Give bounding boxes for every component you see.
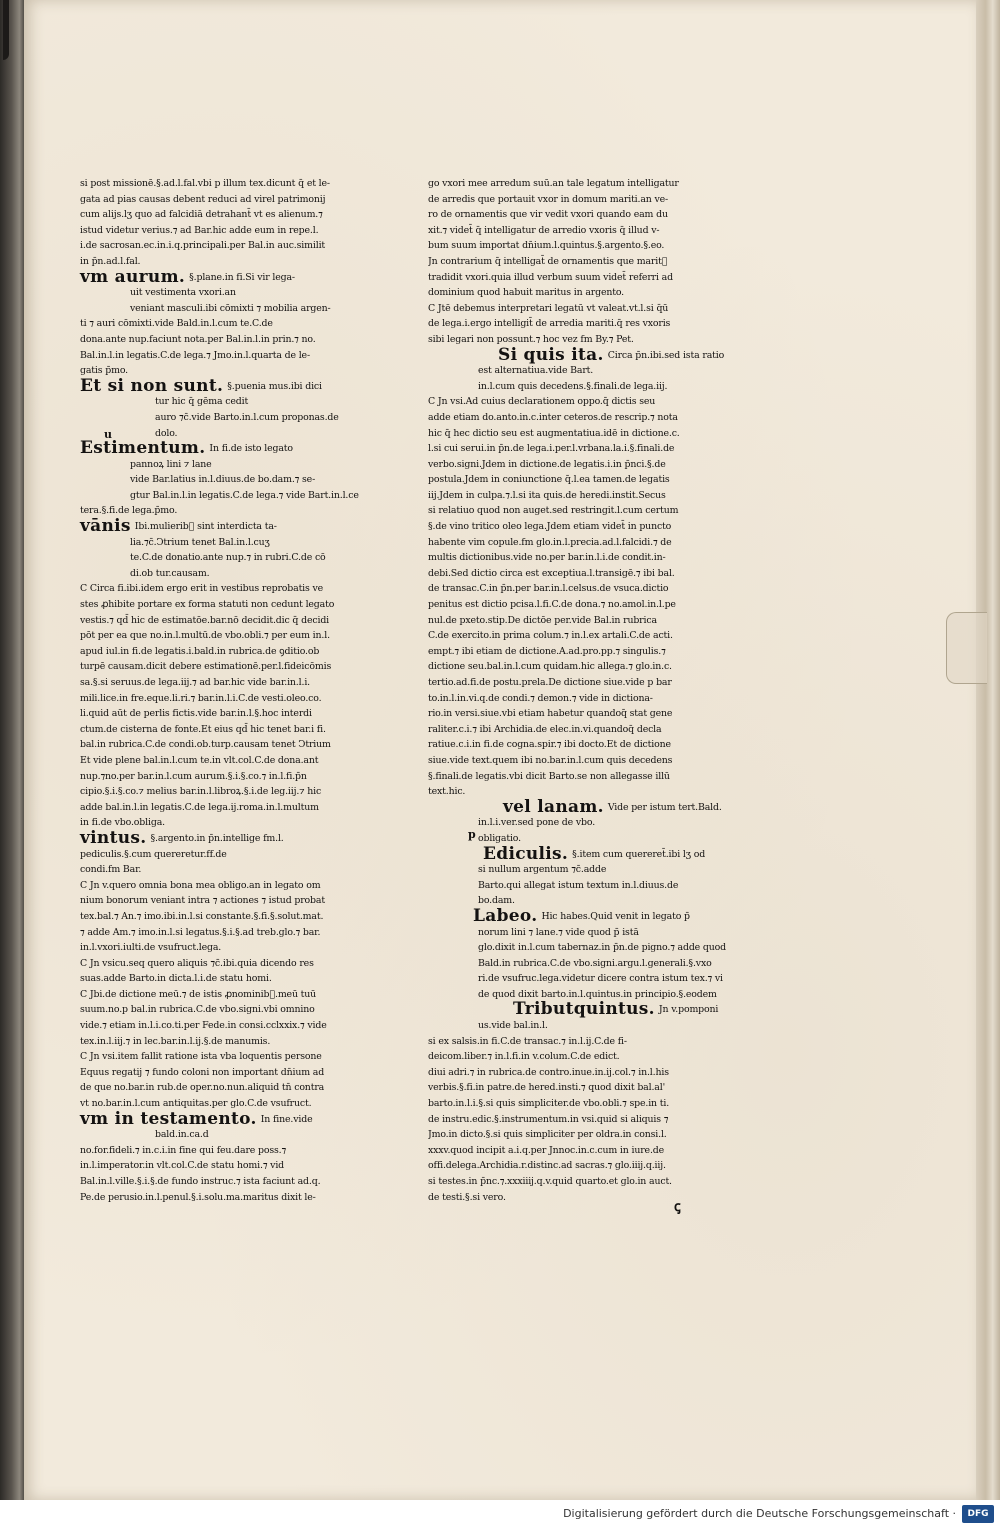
text-line: dolo. xyxy=(155,427,178,439)
rubric-title: Si quis ita. xyxy=(498,344,604,365)
text-line: Barto.qui allegat istum textum in.l.diuus.de xyxy=(478,879,679,891)
text-line: C.de exercito.in prima colum.⁊ in.l.ex artali.C.de acti. xyxy=(428,630,673,642)
text-line: norum lini ⁊ lane.⁊ vide quod p̄ istā xyxy=(478,926,639,938)
text-line: de arredis que portauit vxor in domum mariti.an ve- xyxy=(428,193,669,205)
left-section-6 xyxy=(80,1127,398,1205)
text-line: raliter.c.i.⁊ ibi Archidia.de elec.in.vi.quandoq̄ decla xyxy=(428,723,662,735)
rubric-text: Ibi.mulierib᷑ sint interdicta ta- xyxy=(134,521,277,533)
text-line: pōt per ea que no.in.l.multū.de vbo.obli.⁊ per eum in.l. xyxy=(80,630,330,642)
text-line: istud videtur verius.⁊ ad Bar.hic adde eum in repe.l. xyxy=(80,224,319,236)
rubric-heading xyxy=(428,344,773,365)
rubric-heading xyxy=(80,266,398,287)
text-line: pannoꝝ lini ⁊ lane xyxy=(130,458,212,470)
book-right-edge xyxy=(976,0,1000,1500)
text-line: si relatiuo quod non auget.sed restringit.l.cum certum xyxy=(428,505,679,517)
margin-mark: u xyxy=(104,428,112,441)
rubric-title: vel lanam. xyxy=(503,796,604,817)
text-line: i.de sacrosan.ec.in.i.q.principali.per Bal.in auc.similit xyxy=(80,240,326,252)
text-line: ⁊ adde Am.⁊ imo.in.l.si legatus.§.i.§.ad treb.glo.⁊ bar. xyxy=(80,926,321,938)
right-section-5 xyxy=(428,1018,773,1205)
rubric-title: Estimentum. xyxy=(80,438,206,459)
text-line: penitus est dictio pcisa.l.fi.C.de dona.⁊ no.amol.in.l.pe xyxy=(428,599,676,611)
text-line: sibi legari non possunt.⁊ hoc vez fm By.⁊ Pet. xyxy=(428,333,634,345)
text-line: vt no.bar.in.l.cum antiquitas.per glo.C.de vsufruct. xyxy=(80,1098,312,1110)
text-line: C Jn vsi.item fallit ratione ista vba loquentis persone xyxy=(80,1051,322,1063)
rubric-title: vm in testamento. xyxy=(80,1108,257,1129)
text-line: mili.lice.in fre.eque.li.ri.⁊ bar.in.l.i.C.de vesti.oleo.co. xyxy=(80,692,322,704)
text-line: si ex salsis.in fi.C.de transac.⁊ in.l.ij.C.de fi- xyxy=(428,1035,627,1047)
text-line: ctum.de cisterna de fonte.Et eius qd̄ hic tenet bar.i fi. xyxy=(80,723,326,735)
text-line: to.in.l.in.vi.q.de condi.⁊ demon.⁊ vide in dictiona- xyxy=(428,692,653,704)
text-line: nul.de pxeto.stip.De dictōe per.vide Bal.in rubrica xyxy=(428,614,657,626)
footer-bar xyxy=(0,1500,1000,1529)
left-text-column xyxy=(80,176,398,1205)
text-line: tradidit vxori.quia illud verbum suum videt̄ referri ad xyxy=(428,271,673,283)
text-line: stes ꝓhibite portare ex forma statuti non cedunt legato xyxy=(80,599,335,611)
text-line: tur hic q̄ gēma cedit xyxy=(155,396,249,408)
left-intro-lines xyxy=(80,176,398,270)
text-line: turpē causam.dicit debere estimationē.per.l.fideicōmis xyxy=(80,661,332,673)
text-line: bum suum importat dn̄ium.l.quintus.§.argento.§.eo. xyxy=(428,240,665,252)
text-line: vide Bar.latius in.l.diuus.de bo.dam.⁊ se- xyxy=(130,474,316,486)
text-line: iij.Jdem in culpa.⁊.l.si ita quis.de heredi.instit.Secus xyxy=(428,489,666,501)
text-line: ro de ornamentis que vir vedit vxori quando eam du xyxy=(428,209,668,221)
text-line: li.quid aūt de perlis fictis.vide bar.in.l.§.hoc interdi xyxy=(80,708,312,720)
text-line: gtur Bal.in.l.in legatis.C.de lega.⁊ vide Bart.in.l.ce xyxy=(130,489,359,501)
text-line: sa.§.si seruus.de lega.iij.⁊ ad bar.hic vide bar.in.l.i. xyxy=(80,677,310,688)
text-line: Et vide plene bal.in.l.cum te.in vlt.col.C.de dona.ant xyxy=(80,754,319,766)
text-line: C Jn v.quero omnia bona mea obligo.an in legato om xyxy=(80,879,321,891)
right-section-2b xyxy=(428,831,773,847)
text-line: di.ob tur.causam. xyxy=(130,567,210,579)
text-line: bo.dam. xyxy=(478,895,515,907)
text-line: apud iul.in fi.de legatis.i.bald.in rubrica.de ꝯditio.ob xyxy=(80,645,320,657)
text-line: lia.⁊c̄.Ↄtrium tenet Bal.in.l.cuʒ xyxy=(130,536,270,548)
right-section-1 xyxy=(428,363,773,800)
rubric-heading xyxy=(80,438,398,459)
text-line: C Jtē debemus interpretari legatū vt valeat.vt.l.si q̄ū xyxy=(428,302,669,314)
text-line: si post missionē.§.ad.l.fal.vbi p illum tex.dicunt q̄ et le- xyxy=(80,178,330,189)
text-line: bal.in rubrica.C.de condi.ob.turp.causam tenet Ↄtrium xyxy=(80,739,331,751)
text-line: cum alijs.lʒ quo ad falcidiā detrahant̄ vt es alienum.⁊ xyxy=(80,209,323,221)
text-line: Jn contrarium q̄ intelligat̄ de ornamentis que marit᷑ xyxy=(428,255,668,267)
text-line: Bald.in rubrica.C.de vbo.signi.argu.l.generali.§.vxo xyxy=(478,957,712,969)
text-line: dona.ante nup.faciunt nota.per Bal.in.l.in prin.⁊ no. xyxy=(80,333,316,345)
text-line: barto.in.l.i.§.si quis simpliciter.de vbo.obli.⁊ spe.in ti. xyxy=(428,1098,670,1110)
text-line: bald.in.ca.d xyxy=(155,1129,209,1141)
text-line: in p̄n.ad.l.fal. xyxy=(80,255,141,267)
text-line: ti ⁊ auri cōmixti.vide Bald.in.l.cum te.C.de xyxy=(80,318,273,330)
text-line: tera.§.fi.de lega.p̄mo. xyxy=(80,505,178,517)
left-section-3 xyxy=(80,457,398,519)
left-section-5 xyxy=(80,847,398,1112)
text-line: glo.dixit in.l.cum tabernaz.in p̄n.de pigno.⁊ adde quod xyxy=(478,942,726,954)
text-line: text.hic. xyxy=(428,786,466,798)
text-line: gata ad pias causas debent reduci ad virel patrimonij xyxy=(80,193,326,205)
text-line: de testi.§.si vero. xyxy=(428,1191,506,1203)
text-line: vide.⁊ etiam in.l.i.co.ti.per Fede.in consi.cclxxix.⁊ vide xyxy=(80,1020,327,1032)
text-line: xit.⁊ videt̄ q̄ intelligatur de arredio vxoris q̄ illud v- xyxy=(428,224,660,236)
dfg-logo-icon: DFG xyxy=(962,1505,994,1523)
text-line: verbis.§.fi.in patre.de hered.insti.⁊ quod dixit bal.al' xyxy=(428,1082,666,1094)
text-line: in.l.vxori.iulti.de vsufruct.lega. xyxy=(80,942,222,954)
text-line: condi.fm Bar. xyxy=(80,864,142,876)
text-line: rio.in versi.siue.vbi etiam habetur quandoq̄ stat gene xyxy=(428,708,673,720)
book-spine xyxy=(3,0,9,60)
text-line: ratiue.c.i.in fi.de cogna.spir.⁊ ibi docto.Et de dictione xyxy=(428,739,671,751)
text-line: habente vim copule.fm glo.in.l.precia.ad.l.falcidi.⁊ de xyxy=(428,536,672,548)
rubric-heading xyxy=(428,999,773,1020)
rubric-title: vm aurum. xyxy=(80,266,186,287)
text-line: gatis p̄mo. xyxy=(80,365,128,377)
left-section-1 xyxy=(80,285,398,379)
rubric-heading xyxy=(428,905,773,926)
rubric-heading xyxy=(80,375,398,396)
text-line: §.de vino tritico oleo lega.Jdem etiam videt̄ in puncto xyxy=(428,521,672,533)
text-line: C Jn vsicu.seq quero aliquis ⁊c̄.ibi.quia dicendo res xyxy=(80,957,314,969)
text-line: dominium quod habuit maritus in argento. xyxy=(428,287,625,299)
right-intro-lines xyxy=(428,176,773,348)
right-text-column xyxy=(428,176,773,1205)
rubric-title: vintus. xyxy=(80,827,147,848)
text-line: deicom.liber.⁊ in.l.fi.in v.colum.C.de edict. xyxy=(428,1051,620,1063)
text-line: C Jn vsi.Ad cuius declarationem oppo.q̄ dictis seu xyxy=(428,396,656,408)
text-line: tertio.ad.fi.de postu.prela.De dictione siue.vide p bar xyxy=(428,677,672,688)
right-section-2 xyxy=(428,815,773,831)
text-line: no.for.fideli.⁊ in.c.i.in fine qui feu.dare poss.⁊ xyxy=(80,1144,287,1156)
text-line: suas.adde Barto.in dicta.l.i.de statu homi. xyxy=(80,973,272,985)
text-line: postula.Jdem in coniunctione q̄.l.ea tamen.de legatis xyxy=(428,474,670,486)
text-line: siue.vide text.quem ibi no.bar.in.l.cum quis decedens xyxy=(428,754,673,766)
rubric-heading xyxy=(80,827,398,848)
rubric-title: vānis xyxy=(80,516,131,537)
left-section-4 xyxy=(80,535,398,831)
text-line: Pe.de perusio.in.l.penul.§.i.solu.ma.maritus dixit le- xyxy=(80,1191,316,1203)
text-line: tex.in.l.iij.⁊ in lec.bar.in.l.ij.§.de manumis. xyxy=(80,1035,271,1047)
text-line: C Jbi.de dictione meū.⁊ de istis ꝓnominib᷑.meū tuū xyxy=(80,988,317,1000)
signature-mark: ꞔ xyxy=(674,1199,681,1215)
right-section-3 xyxy=(428,862,773,909)
rubric-text: §.puenia mus.ibi dici xyxy=(227,380,322,392)
text-line: si testes.in p̄nc.⁊.xxxiiij.q.v.quid quarto.et glo.in auct. xyxy=(428,1176,672,1187)
text-line: go vxori mee arredum suū.an tale legatum intelligatur xyxy=(428,178,679,189)
text-line: C Circa fi.ibi.idem ergo erit in vestibus reprobatis ve xyxy=(80,583,324,595)
text-line: xxxv.quod incipit a.i.q.per Jnnoc.in.c.cum in iure.de xyxy=(428,1144,665,1156)
text-line: obligatio. xyxy=(478,832,521,844)
rubric-text: §.item cum quereret̄.ibi lʒ od xyxy=(572,848,706,860)
text-line: in.l.imperator.in vlt.col.C.de statu homi.⁊ vid xyxy=(80,1160,285,1172)
rubric-text: Circa p̄n.ibi.sed ista ratio xyxy=(607,349,725,361)
text-line: suum.no.p bal.in rubrica.C.de vbo.signi.vbi omnino xyxy=(80,1004,315,1016)
text-line: si nullum argentum ⁊c̄.adde xyxy=(478,864,607,876)
left-section-2 xyxy=(80,394,398,441)
text-line: nium bonorum veniant intra ⁊ actiones ⁊ istud probat xyxy=(80,895,325,907)
text-line: de quod dixit barto.in.l.quintus.in principio.§.eodem xyxy=(478,988,717,1000)
text-line: debi.Sed dictio circa est exceptiua.l.transigē.⁊ ibi bal. xyxy=(428,567,675,579)
text-line: §.finali.de legatis.vbi dicit Barto.se non allegasse illū xyxy=(428,770,670,782)
rubric-title: Et si non sunt. xyxy=(80,375,224,396)
rubric-title: Labeo. xyxy=(473,905,538,926)
text-line: pediculis.§.cum quereretur.ff.de xyxy=(80,848,227,860)
funding-note: Digitalisierung gefördert durch die Deutsche Forschungsgemeinschaft · xyxy=(563,1507,956,1520)
rubric-text: §.argento.in p̄n.intellige fm.l. xyxy=(150,832,284,844)
text-line: dictione seu.bal.in.l.cum quidam.hic allega.⁊ glo.in.c. xyxy=(428,661,672,673)
rubric-heading xyxy=(428,843,773,864)
text-line: hic q̄ hec dictio seu est augmentatiua.idē in dictione.c. xyxy=(428,427,680,439)
text-line: empt.⁊ ibi etiam de dictione.A.ad.pro.pp.⁊ singulis.⁊ xyxy=(428,645,666,657)
text-line: in fi.de vbo.obliga. xyxy=(80,817,165,829)
text-line: Bal.in.l.in legatis.C.de lega.⁊ Jmo.in.l.quarta de le- xyxy=(80,349,310,361)
text-line: vestis.⁊ qd̄ hic de estimatōe.bar.nō decidit.dic q̄ decidi xyxy=(80,614,330,626)
text-line: in.l.cum quis decedens.§.finali.de lega.iij. xyxy=(478,380,668,392)
text-line: ri.de vsufruc.lega.videtur dicere contra istum tex.⁊ vi xyxy=(478,973,723,985)
text-line: de transac.C.in p̄n.per bar.in.l.celsus.de vsuca.dictio xyxy=(428,583,669,595)
page-clip xyxy=(946,612,987,684)
text-line: in.l.i.ver.sed pone de vbo. xyxy=(478,817,596,829)
rubric-text: In fi.de isto legato xyxy=(209,443,293,455)
margin-mark: p xyxy=(468,828,476,841)
text-line: veniant masculi.ibi cōmixti ⁊ mobilia argen- xyxy=(130,302,331,314)
text-line: us.vide bal.in.l. xyxy=(478,1020,548,1032)
text-line: adde bal.in.l.in legatis.C.de lega.ij.roma.in.l.multum xyxy=(80,801,319,813)
rubric-heading xyxy=(80,1108,398,1129)
text-line: de instru.edic.§.instrumentum.in vsi.quid si aliquis ⁊ xyxy=(428,1113,669,1125)
text-line: te.C.de donatio.ante nup.⁊ in rubri.C.de cō xyxy=(130,552,326,564)
text-line: nup.⁊no.per bar.in.l.cum aurum.§.i.§.co.⁊ in.l.fi.p̄n xyxy=(80,770,307,782)
rubric-text: In fine.vide xyxy=(260,1113,313,1125)
text-line: Equus regatij ⁊ fundo coloni non important dn̄ium ad xyxy=(80,1066,325,1078)
text-line: de lega.i.ergo intelligit̄ de arredia mariti.q̄ res vxoris xyxy=(428,318,671,330)
text-line: cipio.§.i.§.co.⁊ melius bar.in.l.libroꝝ.§.i.de leg.iij.⁊ hic xyxy=(80,786,322,798)
text-line: verbo.signi.Jdem in dictione.de legatis.i.in p̄nci.§.de xyxy=(428,458,666,470)
rubric-text: §.plane.in fi.Si vir lega- xyxy=(189,271,295,283)
rubric-heading xyxy=(80,516,398,537)
text-line: l.si cui serui.in p̄n.de lega.i.per.l.vrbana.la.i.§.finali.de xyxy=(428,443,675,455)
right-section-4 xyxy=(428,925,773,1003)
text-line: offi.delega.Archidia.r.distinc.ad sacras.⁊ glo.iiij.q.iij. xyxy=(428,1160,666,1172)
rubric-title: Ediculis. xyxy=(483,843,569,864)
rubric-text: Jn v.pomponi xyxy=(658,1004,719,1016)
text-line: Jmo.in dicto.§.si quis simpliciter per oldra.in consi.l. xyxy=(428,1129,667,1141)
text-line: diui adri.⁊ in rubrica.de contro.inue.in.ij.col.⁊ in.l.his xyxy=(428,1066,669,1078)
text-line: de que no.bar.in rub.de oper.no.nun.aliquid tn̄ contra xyxy=(80,1082,325,1094)
text-line: tex.bal.⁊ An.⁊ imo.ibi.in.l.si constante.§.fi.§.solut.mat. xyxy=(80,910,324,922)
rubric-heading xyxy=(428,796,773,817)
text-line: multis dictionibus.vide no.per bar.in.l.i.de condit.in- xyxy=(428,552,666,564)
rubric-text: Vide per istum tert.Bald. xyxy=(607,801,722,813)
text-line: uit vestimenta vxori.an xyxy=(130,287,236,299)
rubric-title: Tributquintus. xyxy=(513,999,655,1020)
text-line: est alternatiua.vide Bart. xyxy=(478,365,594,377)
rubric-text: Hic habes.Quid venit in legato p̄ xyxy=(541,910,690,922)
text-line: adde etiam do.anto.in.c.inter ceteros.de rescrip.⁊ nota xyxy=(428,411,678,423)
text-line: auro ⁊c̄.vide Barto.in.l.cum proponas.de xyxy=(155,411,339,423)
text-line: Bal.in.l.ville.§.i.§.de fundo instruc.⁊ ista faciunt ad.q. xyxy=(80,1176,321,1187)
book-left-edge xyxy=(0,0,26,1500)
